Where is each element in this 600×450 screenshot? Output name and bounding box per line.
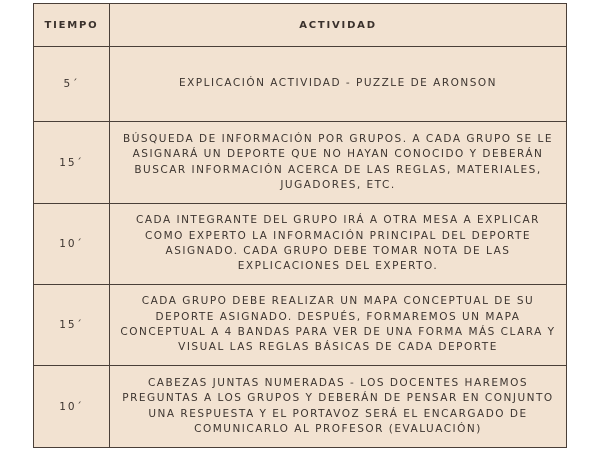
row-activity: CADA GRUPO DEBE REALIZAR UN MAPA CONCEPTUAL DE SU DEPORTE ASIGNADO. DESPUÉS, FORMAREMOS UN MAPA CONCEPTUAL A 4 BANDAS PARA VER DE UNA FORMA MÁS CLARA Y VISUAL LAS REGLAS BÁSICAS DE CADA DEPORTE [110,285,567,366]
row-activity: BÚSQUEDA DE INFORMACIÓN POR GRUPOS. A CADA GRUPO SE LE ASIGNARÁ UN DEPORTE QUE NO HAYAN CONOCIDO Y DEBERÁN BUSCAR INFORMACIÓN ACERCA DE LAS REGLAS, MATERIALES, JUGADORES, ETC. [110,122,567,204]
header-time: TIEMPO [34,4,110,47]
row-time: 15´ [34,122,110,204]
header-activity: ACTIVIDAD [110,4,567,47]
row-activity: CADA INTEGRANTE DEL GRUPO IRÁ A OTRA MESA A EXPLICAR COMO EXPERTO LA INFORMACIÓN PRINCIPAL DEL DEPORTE ASIGNADO. CADA GRUPO DEBE TOMAR NOTA DE LAS EXPLICACIONES DEL EXPERTO. [110,204,567,285]
row-time: 15´ [34,285,110,366]
table-row [34,122,567,204]
table-row [34,204,567,285]
table-header-row [34,4,567,47]
row-activity: EXPLICACIÓN ACTIVIDAD - PUZZLE DE ARONSON [110,47,567,122]
table-row [34,285,567,366]
row-time: 5´ [34,47,110,122]
row-time: 10´ [34,366,110,448]
row-activity: CABEZAS JUNTAS NUMERADAS - LOS DOCENTES HAREMOS PREGUNTAS A LOS GRUPOS Y DEBERÁN DE PENSAR EN CONJUNTO UNA RESPUESTA Y EL PORTAVOZ SERÁ EL ENCARGADO DE COMUNICARLO AL PROFESOR (EVALUACIÓN) [110,366,567,448]
row-time: 10´ [34,204,110,285]
activity-schedule-table [33,3,567,448]
table-row [34,47,567,122]
table-row [34,366,567,448]
